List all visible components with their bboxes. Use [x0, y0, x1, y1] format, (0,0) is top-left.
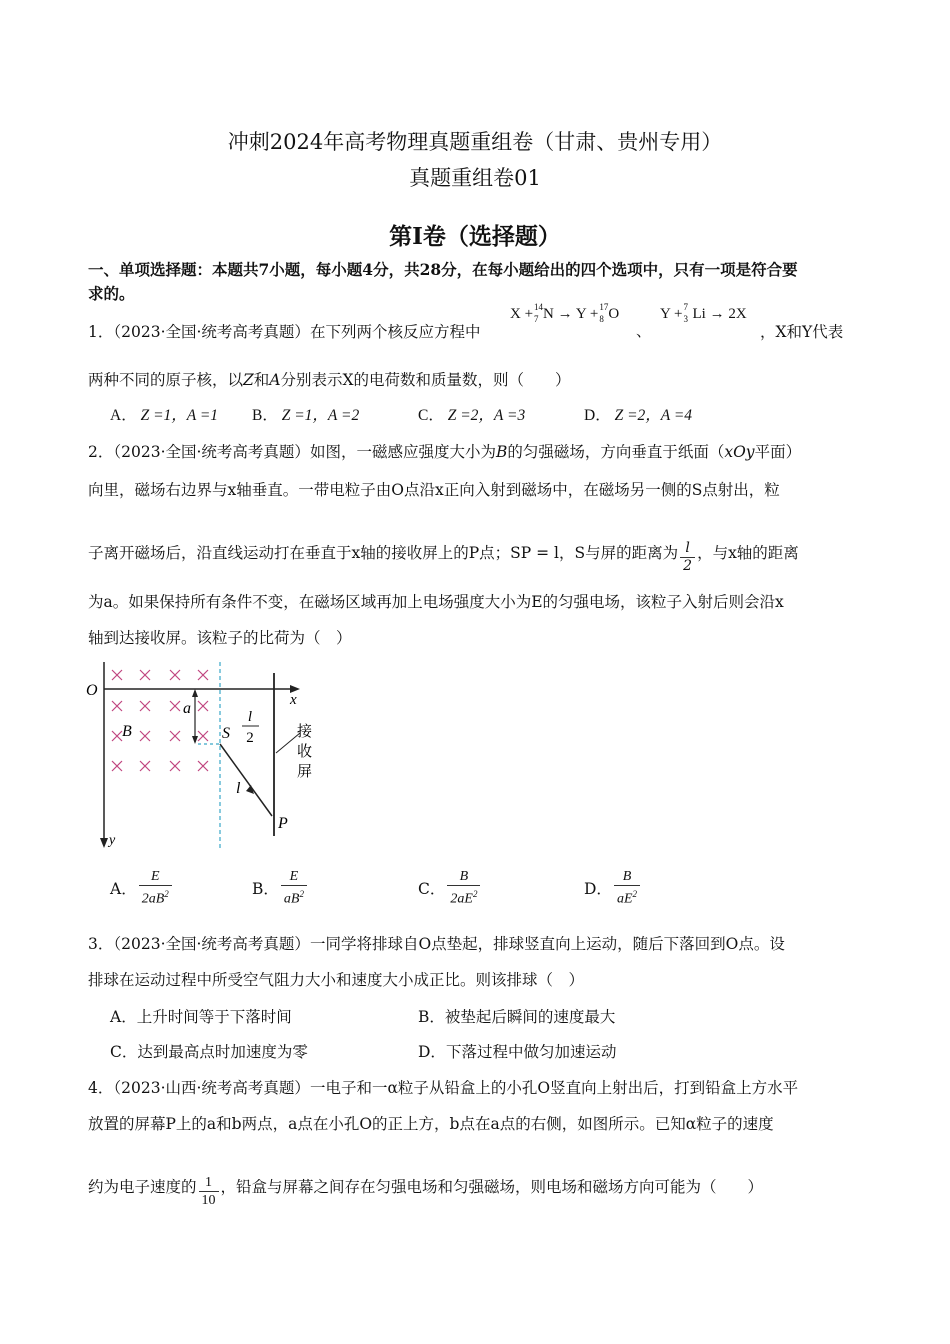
- label-l: l: [236, 780, 241, 797]
- q1-equation-1: X + 14 7 N → Y + 17 8 O: [510, 302, 620, 324]
- q3-option-d[interactable]: D．下落过程中做匀加速运动: [418, 1043, 617, 1061]
- q1-text2: ，X和Y代表: [760, 323, 844, 341]
- section-intro-line2: 求的。: [88, 284, 135, 303]
- q2-magnetic-field-figure: [82, 658, 322, 853]
- q2-option-c[interactable]: C． $\frac{B}{2aE^2}$: [418, 868, 482, 908]
- q3-option-c[interactable]: C．达到最高点时加速度为零: [110, 1043, 308, 1061]
- label-S: S: [222, 725, 230, 742]
- q4-line1: 4．（2023·山西·统考高考真题）一电子和一α粒子从铅盒上的小孔O竖直向上射出后，打到铅盒上方水平: [88, 1079, 799, 1097]
- q4-line3: 约为电子速度的 $\frac{1}{10}$ ，铅盒与屏幕之间存在匀强电场和匀强磁场，则电场和磁场方向可能为（ ）: [88, 1175, 764, 1208]
- q1-option-d[interactable]: D． Z =2，A =4: [584, 407, 693, 424]
- section-title: 第I卷（选择题）: [389, 223, 561, 250]
- label-B: B: [122, 723, 132, 740]
- q2-line5: 轴到达接收屏。该粒子的比荷为（ ）: [88, 629, 352, 647]
- q2-option-d[interactable]: D． $\frac{B}{aE^2}$: [584, 868, 642, 908]
- q1-text1: 在下列两个核反应方程中: [309, 323, 481, 341]
- q2-option-a[interactable]: A． $\frac{E}{2aB^2}$: [110, 868, 174, 908]
- q1-line2: 两种不同的原子核，以Z和A分别表示X的电荷数和质量数，则（ ）: [88, 371, 571, 389]
- q2-option-b[interactable]: B． $\frac{E}{aB^2}$: [252, 868, 309, 908]
- label-x: x: [290, 692, 297, 708]
- q1-option-c[interactable]: C． Z =2，A =3: [418, 407, 526, 424]
- label-y: y: [109, 833, 116, 848]
- label-P: P: [278, 815, 288, 832]
- q4-line2: 放置的屏幕P上的a和b两点，a点在小孔O的正上方，b点在a点的右侧，如图所示。已知α粒子的速度: [88, 1115, 774, 1133]
- q3-line1: 3．（2023·全国·统考高考真题）一同学将排球自O点垫起，排球竖直向上运动，随后下落回到O点。设: [88, 935, 785, 953]
- label-half-l-den: 2: [246, 730, 254, 746]
- label-half-l-num: l: [247, 709, 253, 725]
- q1-equation-2: Y + 7 3 Li → 2X: [660, 302, 747, 324]
- field-cross-marks: [112, 670, 208, 771]
- q1-number: 1．: [88, 323, 114, 341]
- q2-line1: 2．（2023·全国·统考高考真题）如图，一磁感应强度大小为B的匀强磁场，方向垂直于纸面（xOy平面）: [88, 443, 802, 461]
- q1-option-b[interactable]: B． Z =1，A =2: [252, 407, 360, 424]
- q2-line3: 子离开磁场后，沿直线运动打在垂直于x轴的接收屏上的P点；SP = l，S与屏的距离为 $\frac{l}{2}$ ，与x轴的距离: [88, 540, 799, 574]
- q1-separator: 、: [636, 324, 652, 340]
- q1-source: （2023·全国·统考高考真题）: [113, 323, 310, 341]
- label-O: O: [86, 682, 98, 699]
- q1-option-a[interactable]: A． Z =1，A =1: [110, 407, 219, 424]
- q3-line2: 排球在运动过程中所受空气阻力大小和速度大小成正比。则该排球（ ）: [88, 971, 585, 989]
- q3-option-a[interactable]: A．上升时间等于下落时间: [110, 1008, 292, 1026]
- q3-option-b[interactable]: B．被垫起后瞬间的速度最大: [418, 1008, 616, 1026]
- label-screen-1: 接: [297, 722, 313, 740]
- q2-line4: 为a。如果保持所有条件不变，在磁场区域再加上电场强度大小为E的匀强电场，该粒子入射后则会沿x: [88, 593, 784, 611]
- section-intro-line1: 一、单项选择题：本题共7小题，每小题4分，共28分，在每小题给出的四个选项中，只有一项是符合要: [88, 260, 798, 279]
- exam-title: 冲刺2024年高考物理真题重组卷（甘肃、贵州专用）: [227, 130, 723, 154]
- q2-line2: 向里，磁场右边界与x轴垂直。一带电粒子由O点沿x正向入射到磁场中，在磁场另一侧的S点射出，粒: [88, 481, 780, 499]
- label-screen-2: 收: [297, 742, 313, 760]
- q1-line1: [88, 320, 480, 342]
- label-screen-3: 屏: [297, 762, 313, 780]
- label-a: a: [183, 700, 191, 717]
- exam-subtitle: 真题重组卷01: [409, 166, 541, 190]
